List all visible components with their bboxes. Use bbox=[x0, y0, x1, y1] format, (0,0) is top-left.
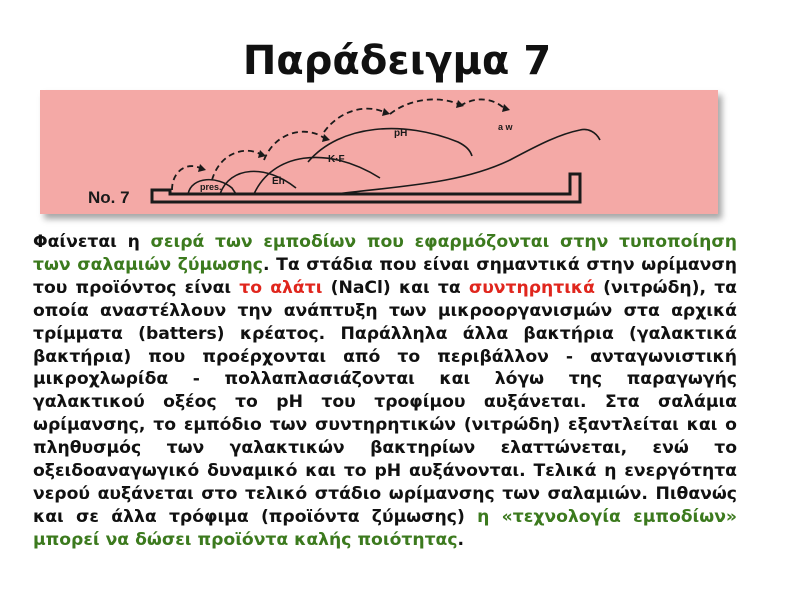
highlight-hurdle-technology: η «τεχνολογία εμποδίων» μπορεί να δώσει προϊόντα καλής ποιότητας bbox=[33, 506, 738, 550]
arrowhead-4 bbox=[382, 108, 390, 116]
jump-arrow-3 bbox=[264, 132, 324, 160]
hurdle-label-kf: K·F bbox=[328, 154, 345, 165]
arrowhead-3 bbox=[322, 134, 330, 142]
text-segment: (νιτρώδη), τα οποία αναστέλλουν την ανάπτυξη των μικροοργανισμών στα αρχικά τρίμματα (batters) κρέατος. Παράλληλα άλλα βακτήρια (γαλακτικά βακτήρια) που προέρχονται από το περιβάλλον - ανταγωνιστική μικροχλωρίδα - πολλαπλασιάζονται και λόγω της παραγωγής γαλακτικού οξέος το pH του τροφίμου αυξάνεται. Στα σαλάμια ωρίμανσης, το εμπόδιο των συντηρητικών (νιτρώδη) εξαντλείται και ο πληθυσμός των γαλακτικών βακτηρίων ελαττώνεται, ενώ το οξειδοαναγωγικό δυναμικό και το pH αυξάνονται. Τελικά η ενεργότητα νερού αυξάνεται στο τελικό στάδιο ωρίμανσης των σαλαμιών. Πιθανώς και σε άλλα τρόφιμα (προϊόντα ζύμωσης) bbox=[33, 277, 737, 527]
jump-arrow-5 bbox=[390, 99, 458, 114]
text-segment: . Τα στάδια που είναι σημαντικά στην ωρίμανση του προϊόντος είναι bbox=[33, 254, 737, 298]
hurdle-label-eh: Eh bbox=[272, 176, 285, 187]
hurdle-diagram bbox=[40, 90, 718, 214]
hurdle-label-aw: a w bbox=[498, 122, 513, 132]
highlight-hurdle-sequence: σειρά των εμποδίων που εφαρμόζονται στην τυποποίηση των σαλαμιών ζύμωσης bbox=[33, 232, 737, 275]
text-segment: Φαίνεται η bbox=[33, 232, 151, 252]
arrowhead-6 bbox=[502, 104, 510, 112]
highlight-preservatives: συντηρητικά bbox=[468, 277, 595, 298]
jump-arrow-4 bbox=[324, 109, 384, 132]
highlight-salt: το αλάτι bbox=[239, 277, 323, 298]
hurdle-label-pres: pres. bbox=[200, 182, 222, 192]
hurdle-label-ph: pH bbox=[394, 128, 408, 139]
text-segment: (NaCl) και τα bbox=[322, 277, 469, 298]
number-label: No. 7 bbox=[88, 188, 130, 207]
jump-arrow-6 bbox=[460, 99, 504, 108]
text-segment: . bbox=[457, 529, 465, 550]
jump-arrow-1 bbox=[172, 166, 200, 190]
hurdle-diagram-graphic bbox=[40, 90, 718, 214]
arrowhead-1 bbox=[198, 164, 206, 172]
hurdle-aw bbox=[336, 129, 600, 194]
slide-title: Παράδειγμα 7 bbox=[242, 38, 552, 84]
explanation-paragraph bbox=[33, 231, 737, 552]
